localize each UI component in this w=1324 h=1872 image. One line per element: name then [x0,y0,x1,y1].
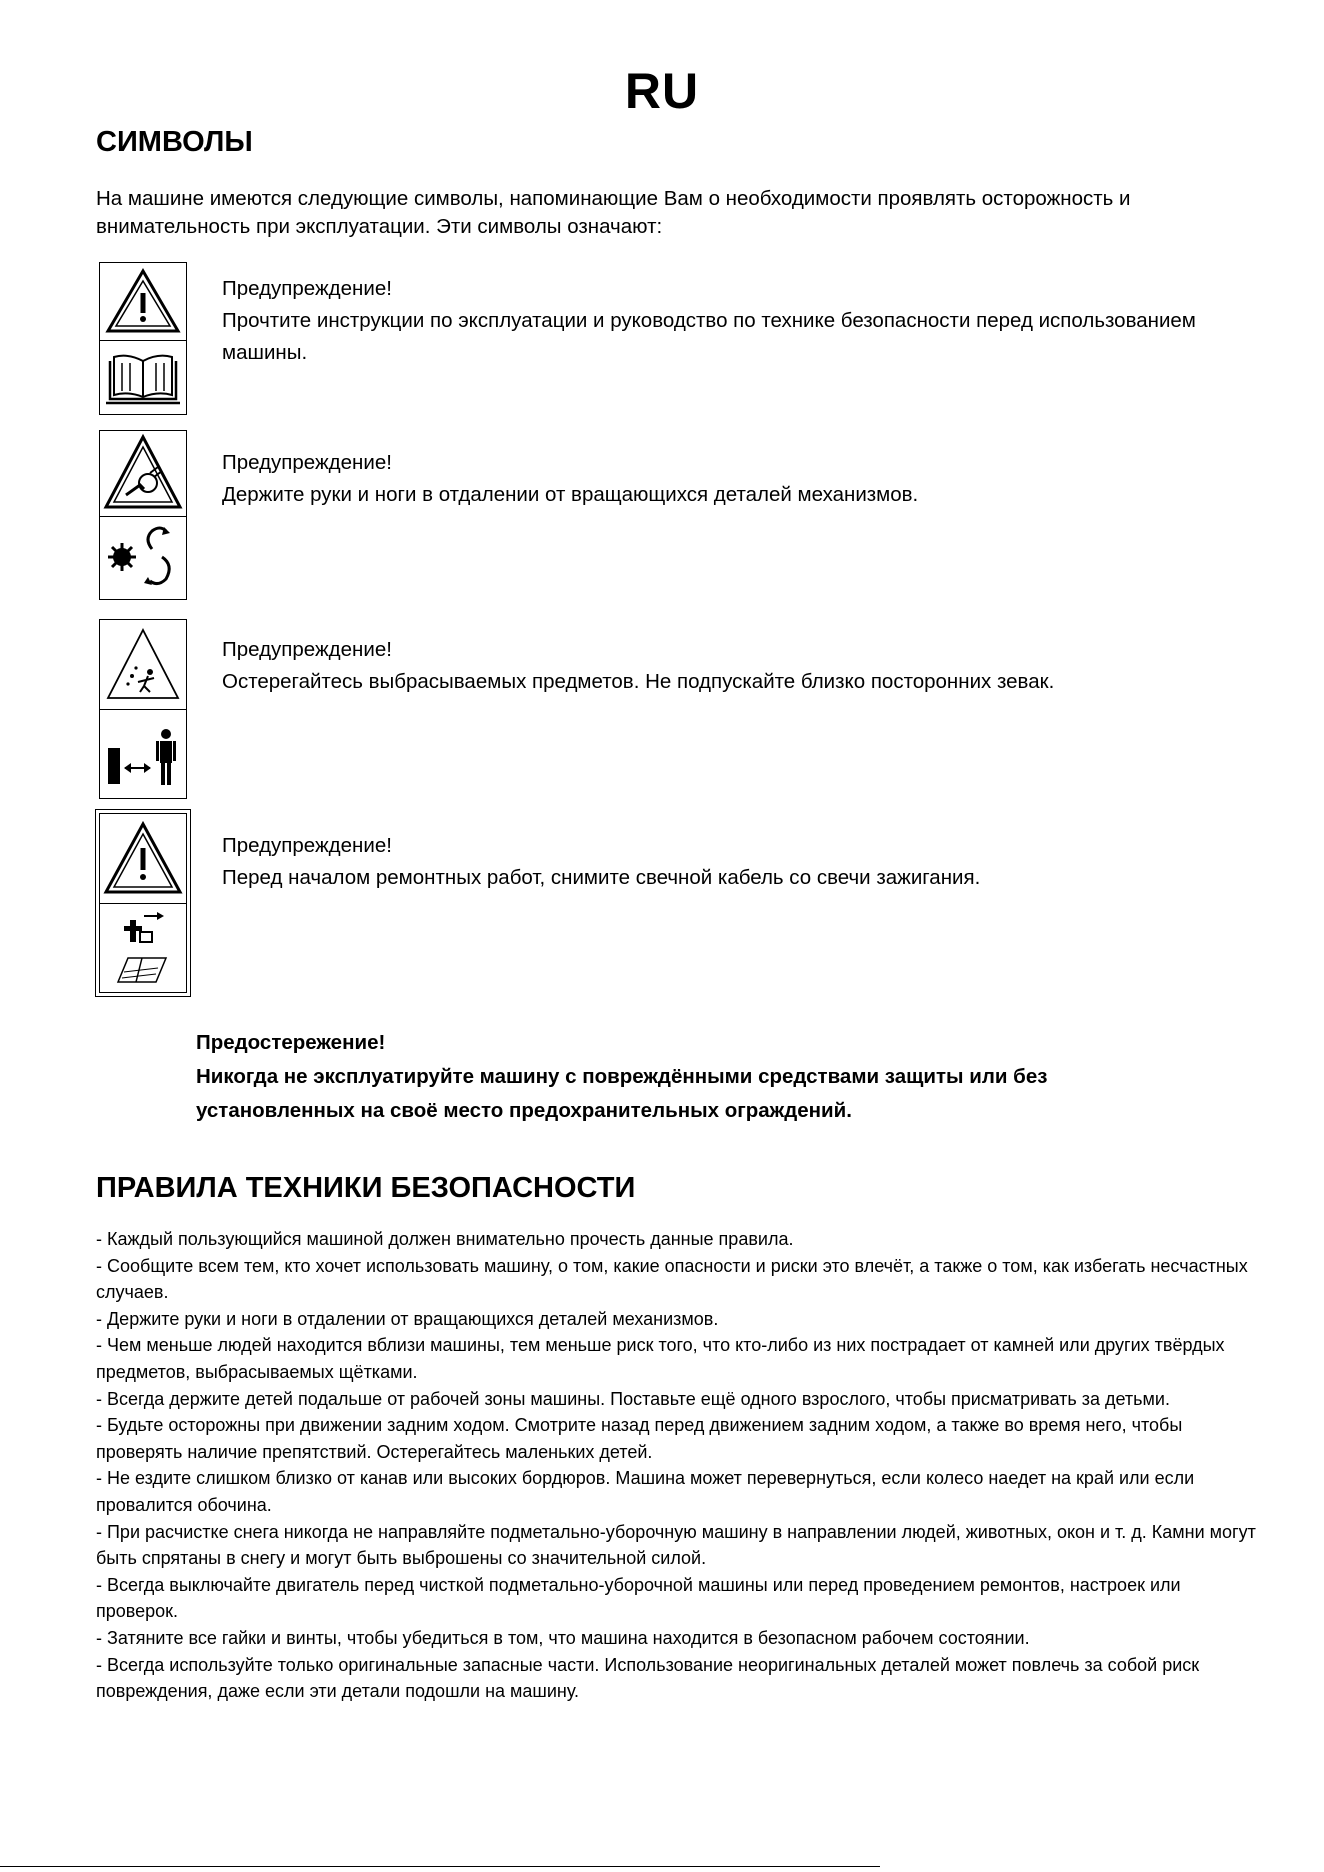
symbol-text: Перед началом ремонтных работ, снимите свечной кабель со свечи зажигания. [222,866,981,889]
caution-block [196,1026,1196,1128]
symbol-box-3 [99,619,187,799]
rule-item: - Затяните все гайки и винты, чтобы убедиться в том, что машина находится в безопасном рабочем состоянии. [96,1627,1030,1648]
symbols-intro: На машине имеются следующие символы, напоминающие Вам о необходимости проявлять осторожность и внимательность при эксплуатации. Эти символы означают: [96,187,1131,238]
manual-book-icon [100,340,186,414]
page-footer-rule [0,1866,880,1867]
rule-item: - Всегда используйте только оригинальные запасные части. Использование неоригинальных деталей может повлечь за собой риск повреждения, даже если эти детали подошли на машину. [96,1654,1200,1702]
symbol-text: Прочтите инструкции по эксплуатации и руководство по технике безопасности перед использованием машины. [222,309,1196,364]
rules-title: ПРАВИЛА ТЕХНИКИ БЕЗОПАСНОСТИ [96,1172,636,1204]
warning-triangle-icon [100,263,186,340]
symbol-item-3 [222,634,1222,698]
symbol-box-2 [99,430,187,600]
rule-item: - Будьте осторожны при движении задним ходом. Смотрите назад перед движением задним ходом, а также во время него, чтобы проверять наличие препятствий. Остерегайтесь маленьких детей. [96,1415,1183,1462]
rule-item: - Не ездите слишком близко от канав или высоких бордюров. Машина может перевернуться, если колесо наедет на край или если провалится обочина. [96,1468,1195,1515]
rule-item: - Каждый пользующийся машиной должен внимательно прочесть данные правила. [96,1229,794,1249]
symbol-item-1 [222,273,1222,369]
keep-distance-person-icon [100,709,186,798]
rule-item: - Всегда держите детей подальше от рабочей зоны машины. Поставьте ещё одного взрослого, чтобы присматривать за детьми. [96,1388,1170,1409]
symbol-text: Остерегайтесь выбрасываемых предметов. Не подпускайте близко посторонних зевак. [222,670,1055,693]
symbol-box-1 [99,262,187,415]
symbol-item-2 [222,447,1222,511]
caution-line-2: установленных на своё место предохранительных ограждений. [196,1099,852,1122]
symbol-box-4 [99,813,187,993]
language-code: RU [624,63,700,119]
symbol-text: Держите руки и ноги в отдалении от вращающихся деталей механизмов. [222,483,919,506]
symbols-title: СИМВОЛЫ [96,126,253,158]
symbol-item-4 [222,830,1222,894]
rules-list [96,1226,1256,1705]
symbol-heading: Предупреждение! [222,451,392,474]
hand-entanglement-warning-icon [100,431,186,516]
caution-line-1: Никогда не эксплуатируйте машину с повреждёнными средствами защиты или без [196,1065,1048,1088]
symbol-heading: Предупреждение! [222,834,392,857]
rule-item: - Всегда выключайте двигатель перед чисткой подметально-уборочной машины или перед проведением ремонтов, настроек или проверок. [96,1574,1181,1622]
rule-item: - Сообщите всем тем, кто хочет использовать машину, о том, какие опасности и риски это влечёт, а также о том, как избегать несчастных случаев. [96,1255,1248,1303]
spark-plug-manual-icon [100,903,186,992]
rule-item: - При расчистке снега никогда не направляйте подметально-уборочную машину в направлении людей, животных, окон и т. д. Камни могут быть спрятаны в снегу и могут быть выброшены со значительной силой. [96,1521,1256,1569]
thrown-objects-warning-icon [100,620,186,709]
symbol-heading: Предупреждение! [222,638,392,661]
caution-heading: Предостережение! [196,1031,386,1054]
rotating-brush-icon [100,516,186,599]
rule-item: - Чем меньше людей находится вблизи машины, тем меньше риск того, что кто-либо из них пострадает от камней или других твёрдых предметов, выбрасываемых щётками. [96,1335,1225,1382]
rule-item: - Держите руки и ноги в отдалении от вращающихся деталей механизмов. [96,1308,719,1329]
symbol-heading: Предупреждение! [222,277,392,300]
warning-triangle-icon [100,814,186,903]
